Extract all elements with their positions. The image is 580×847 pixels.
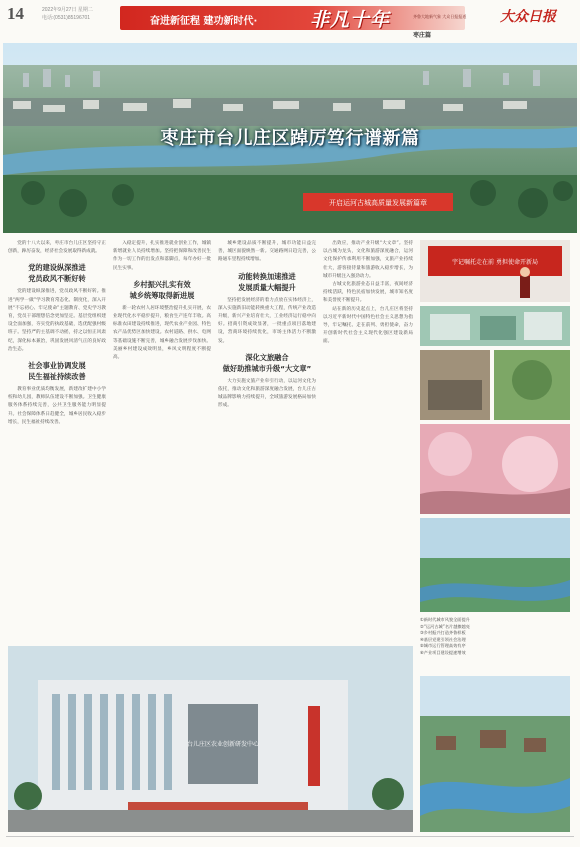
paragraph: 党的建设纵深推进，党员政风不断好转。推进“两学一做”学习教育常态化、制度化，深入开展“不忘初心、牢记使命”主题教育、党史学习教育，党员干部理想信念更加坚定。基层党组织建设全面加强，夯实党的执政基础，选优配强村级班子。坚持严的主基调不动摇，持之以恒正风肃纪，深化标本兼治，巩固发展风清气正的良好政治生态。	[8, 289, 106, 352]
brand-logo: 大众日报	[500, 9, 556, 25]
photo-greenery	[494, 350, 570, 420]
building-sign: 台儿庄区农业创新研发中心	[186, 741, 260, 748]
banner-subtitle: 齐鲁大地新气象 大众日报报道	[413, 14, 467, 19]
paragraph: 新一轮农村人居环境整治提升扎实开展，农业现代化水平稳步提升，粮食生产连年丰收。高标准农田建设持续推进，现代农业产业园、特色农产品优势区加快建设。农村道路、供水、电网等基础设施不断完善，城乡融合发展步伐加快。美丽乡村建设成效明显，乡风文明程度不断提高。	[113, 305, 211, 361]
paragraph: 大力实施文旅产业牵引行动，以运河文化为依托，推动文化和旅游深度融合发展，台儿庄古城品牌影响力持续提升，全域旅游发展格局加快形成。	[218, 378, 316, 409]
photo-riverside	[420, 518, 570, 612]
text-column-3	[218, 240, 316, 640]
subheading-social: 社会事业协调发展 民生福祉持续改善	[28, 361, 86, 382]
paragraph: 教育事业优质均衡发展，新建改扩建中小学校和幼儿园，教师队伍建设不断加强。卫生健康服务体系持续完善，公共卫生服务能力明显提升。社会保障体系日趋健全，城乡居民收入稳步增长，民生福祉持续改善。	[8, 387, 106, 425]
paragraph: 城乡建设品质不断提升，城市功能日益完善，城区面貌焕然一新。交通路网日趋完善，公路通车里程持续增加。	[218, 241, 316, 263]
photo-research-building	[8, 646, 413, 832]
lead-paragraph: 党的十八大以来，枣庄市台儿庄区坚持守正创新，踔厉奋发，经济社会发展取得新成就。	[8, 241, 106, 255]
photo-lab	[420, 306, 570, 346]
masthead	[0, 0, 580, 42]
text-column-1	[8, 240, 106, 640]
text-column-4	[323, 240, 413, 610]
caption: ⑥产业项目建设提速增效	[420, 649, 466, 655]
caption: ①新时代城市风貌全面提升	[420, 617, 470, 622]
caption: ④基层党建引领社会治理	[420, 636, 466, 642]
photo-captions	[420, 617, 570, 673]
banner-slogan: 奋进新征程 建功新时代·	[150, 16, 258, 27]
page-number: 14	[7, 4, 24, 23]
paragraph: 站在新的历史起点上，台儿庄区将坚持以习近平新时代中国特色社会主义思想为指导，牢记嘱托、走在前列、勇担使命，奋力开创新时代社会主义现代化强区建设新局面。	[323, 306, 413, 345]
caption: ②“运河古城”名片越擦越亮	[420, 623, 470, 629]
section-label: 枣庄篇	[413, 32, 432, 39]
billboard-text: 开启运河古城高质量发展新篇章	[329, 199, 427, 207]
subheading-momentum: 动能转换加速推进 发展质量大幅提升	[238, 271, 296, 292]
subheading-rural: 乡村振兴扎实有效 城乡统筹取得新进展	[129, 279, 195, 300]
text-column-2	[113, 240, 211, 640]
photo-industry	[420, 350, 490, 420]
banner-title: 非凡十年	[310, 9, 391, 31]
photo-ancient-town	[420, 676, 570, 832]
paragraph: 坚持把发展经济的着力点放在实体经济上，深入实施新旧动能转换重大工程，传统产业改造升级，新兴产业培育壮大，工业经济运行稳中向好。招商引资成效显著，一批重点项目落地建设，营商环境持续优化，市场主体活力不断激发。	[218, 297, 316, 344]
footer-rule	[6, 836, 574, 837]
paragraph: 出效应，推动产业升级“大文章”。坚持以古城为龙头，文化和旅游深度融合，运河文化保护传承利用不断加强，文旅产业持续壮大，游客接待量和旅游收入稳步增长，为城市升级注入强劲动力。	[323, 241, 413, 279]
caption: ⑤城市运行管理高效有序	[420, 643, 466, 648]
subheading-party: 党的建设纵深推进 党员政风不断好转	[28, 263, 86, 284]
stage-banner-text: 宇记嘱托走在前 勇担使命开新局	[452, 259, 538, 266]
editor-contact: 电话:(0531)85196701	[42, 15, 91, 21]
paragraph: 入稳定提升，扎实推进就业创业工作，城镇新增就业人员持续增加。坚持把保障和改善民生作为一切工作的出发点和落脚点，每年办好一批民生实事。	[113, 241, 211, 271]
paragraph: 古城文化旅游业态日益丰富，夜间经济持续活跃，特色民宿加快发展，城市知名度和美誉度不断提升。	[323, 282, 413, 304]
caption: ③乡村振兴打造齐鲁样板	[420, 630, 466, 635]
issue-date: 2022年9月27日 星期二	[42, 7, 93, 13]
article-headline: 枣庄市台儿庄区踔厉笃行谱新篇	[160, 128, 420, 149]
photo-blossom-park	[420, 424, 570, 514]
photo-stage-event	[420, 240, 570, 302]
subheading-culture-tourism: 深化文旅融合 做好助推城市升级“大文章”	[222, 352, 312, 373]
